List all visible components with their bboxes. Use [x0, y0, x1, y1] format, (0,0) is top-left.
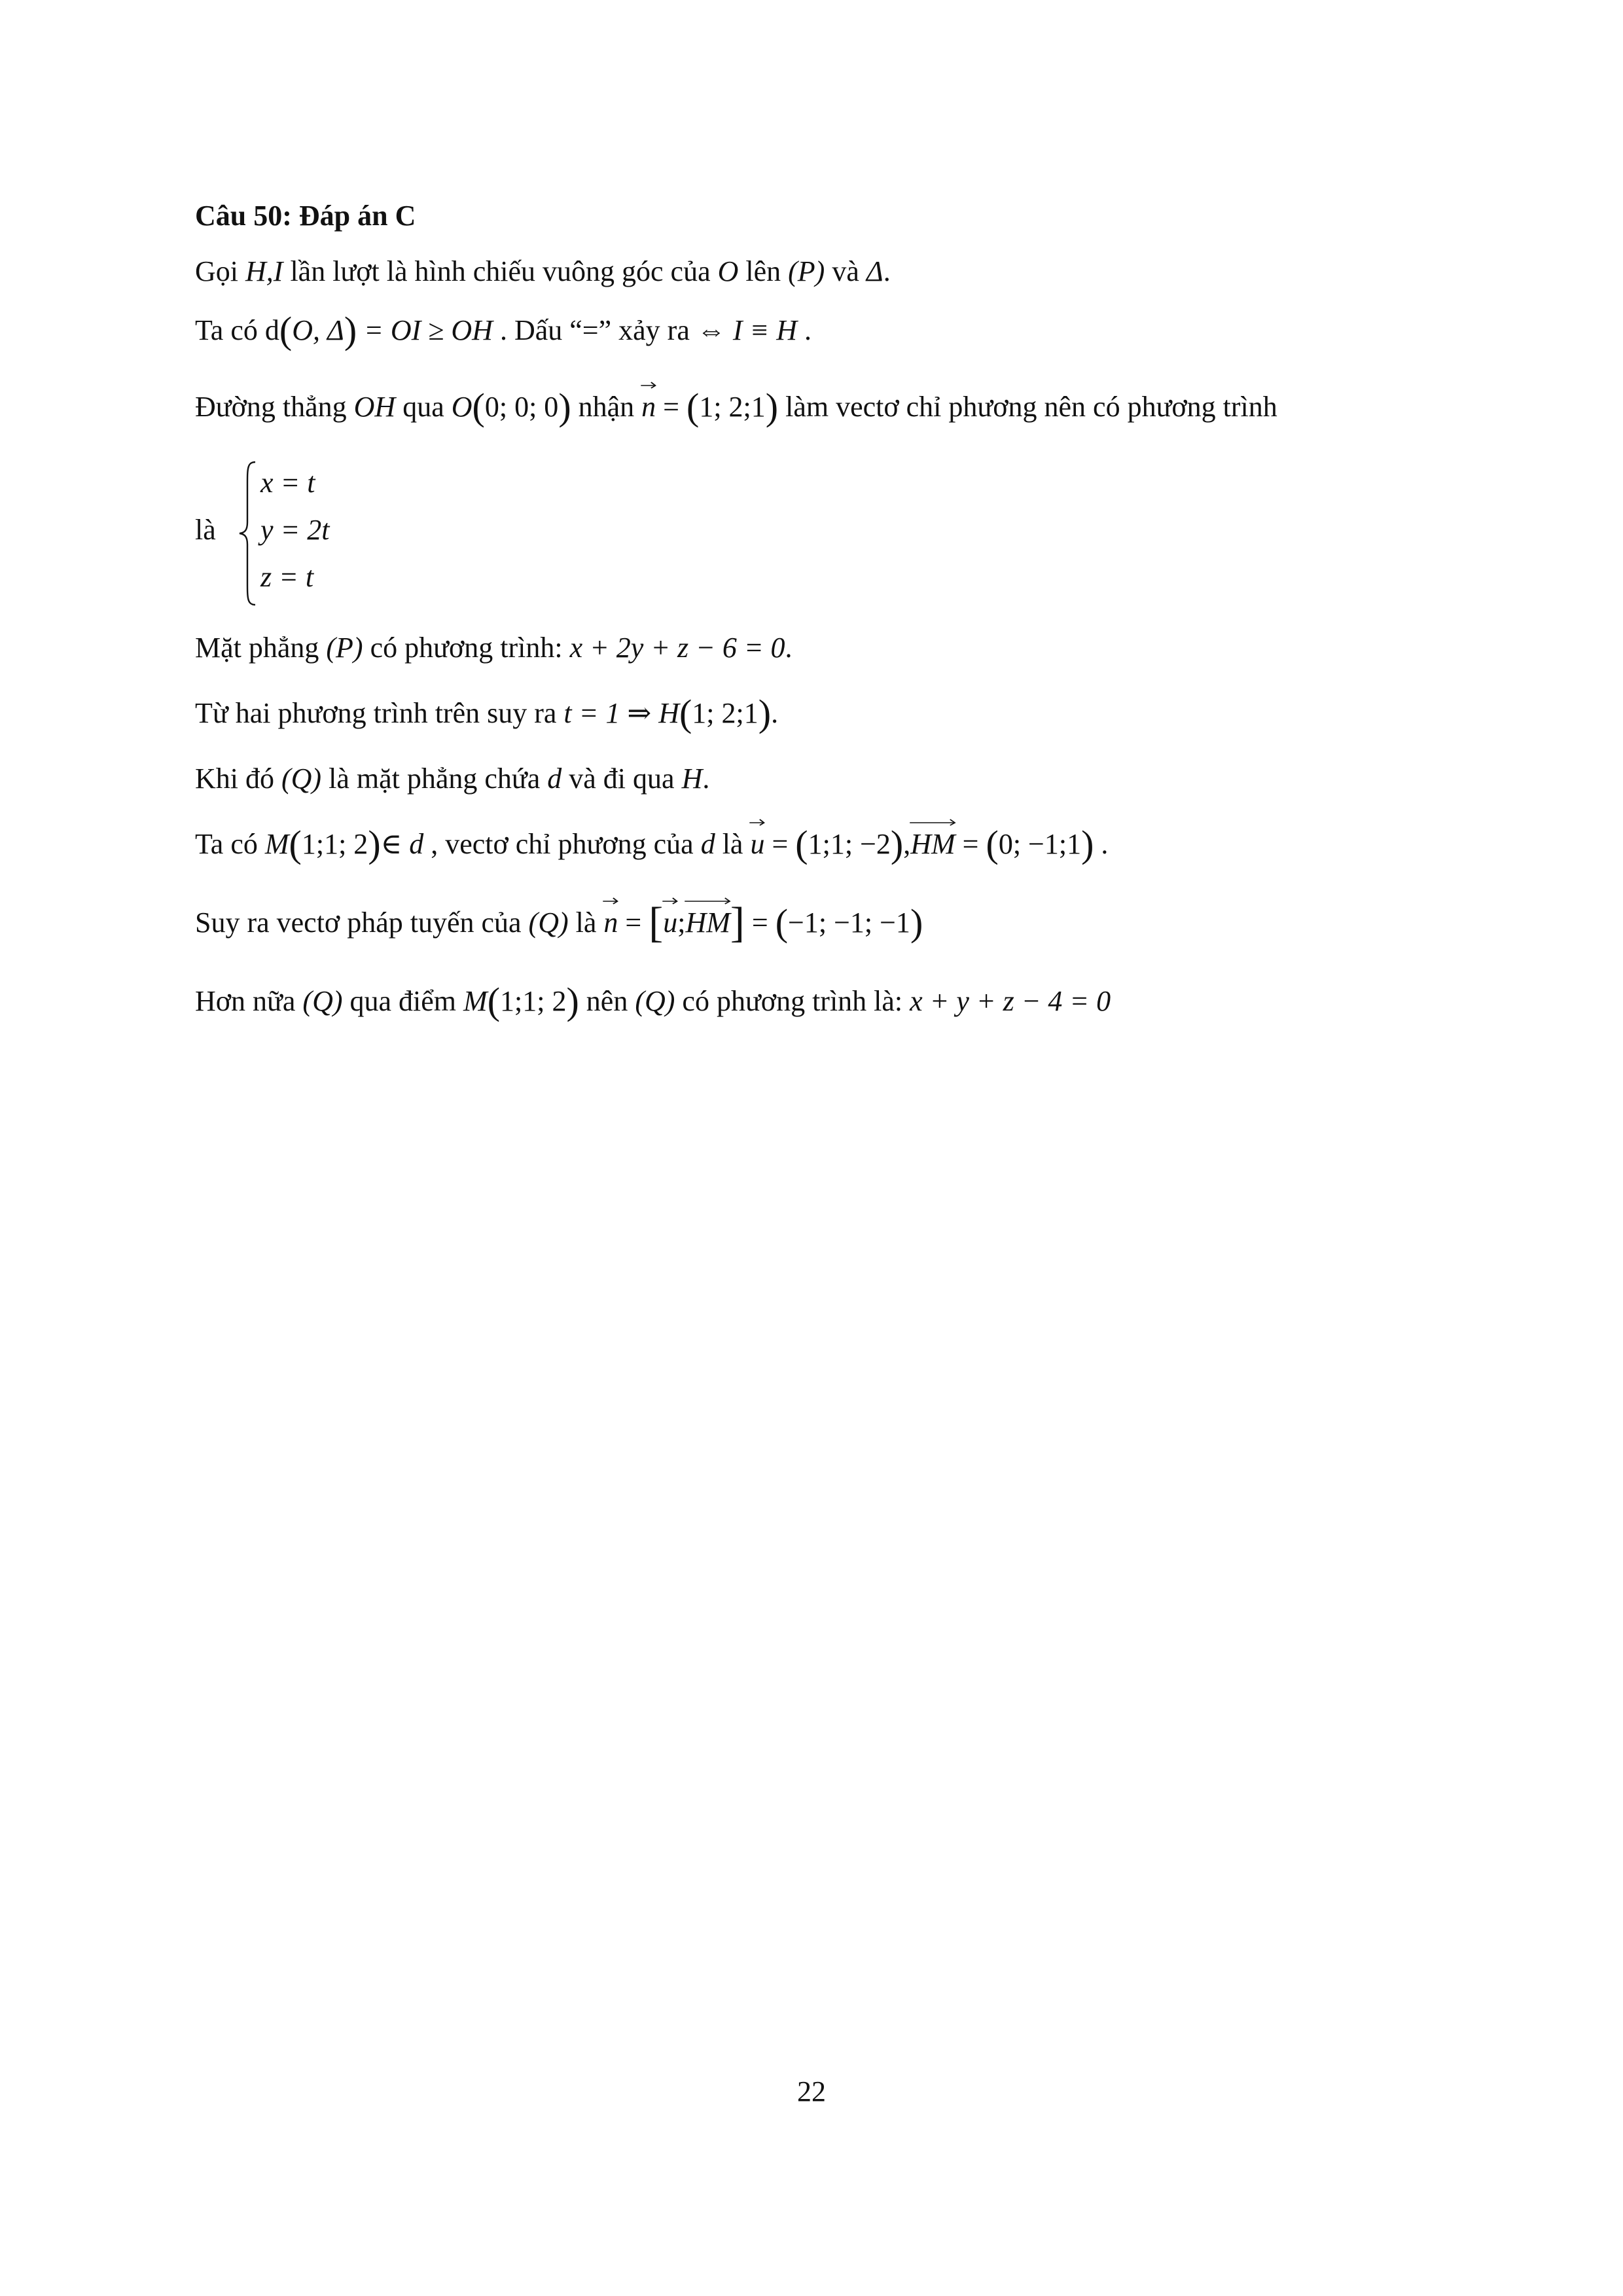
text: Đường thẳng: [195, 391, 354, 423]
text: , vectơ chỉ phương của: [423, 828, 701, 860]
text: =: [656, 391, 687, 423]
text: lên: [738, 255, 789, 287]
paragraph-line-4: [195, 628, 793, 668]
text: làm vectơ chỉ phương nên có phương trình: [778, 391, 1277, 423]
text: =: [744, 906, 776, 939]
vector-hm: [910, 825, 955, 864]
text: .: [785, 632, 793, 664]
math-symbol: H,I: [245, 255, 283, 287]
text: Mặt phẳng: [195, 632, 327, 664]
math-symbol: M: [463, 985, 488, 1017]
math-symbol: O: [717, 255, 739, 287]
text: =: [618, 906, 649, 939]
answer-heading: Câu 50: Đáp án C: [195, 200, 416, 232]
paren-open: (: [487, 980, 501, 1022]
math-expression: = OI ≥ OH: [357, 314, 493, 346]
text: có phương trình:: [363, 632, 570, 664]
paren-open: (: [679, 692, 692, 734]
text: ,: [903, 828, 911, 860]
paren-open: (: [279, 309, 293, 351]
text: .: [883, 255, 891, 287]
coordinates: 0; 0; 0: [484, 391, 559, 423]
paragraph-line-3: [195, 387, 1277, 427]
coordinates: 1;1; 2: [301, 828, 368, 860]
text: ;: [677, 906, 686, 939]
paren-open: (: [795, 823, 808, 865]
paren-close: ): [758, 692, 772, 734]
paragraph-line-5: [195, 694, 778, 733]
plane-equation: x + 2y + z − 6 = 0: [569, 632, 785, 664]
text: .: [771, 697, 779, 729]
paren-open: (: [687, 386, 700, 428]
text: .: [796, 314, 812, 346]
coordinates: 1;1; −2: [808, 828, 891, 860]
math-symbol: M: [264, 828, 289, 860]
text: có phương trình là:: [675, 985, 910, 1017]
paren-open: (: [472, 386, 485, 428]
left-brace-icon: [236, 458, 262, 609]
paragraph-line-6: [195, 759, 709, 798]
paragraph-line-9: [195, 982, 1111, 1021]
text: nhận: [571, 391, 642, 423]
vector-letter: HM: [910, 828, 955, 860]
vector-letter: u: [663, 906, 678, 939]
vector-arrow-icon: [662, 895, 679, 905]
vector-letter: u: [750, 828, 765, 860]
vector-arrow-icon: [684, 895, 731, 905]
text: Ta có d: [195, 314, 279, 346]
coordinates: 1; 2;1: [699, 391, 766, 423]
math-symbol: Δ: [866, 255, 883, 287]
paren-close: ): [558, 386, 571, 428]
text: và đi qua: [562, 762, 682, 795]
paren-close: ): [368, 823, 381, 865]
text: Suy ra vectơ pháp tuyến của: [195, 906, 529, 939]
plane-label: (Q): [528, 906, 569, 939]
text: Khi đó: [195, 762, 281, 795]
paren-open: (: [775, 901, 789, 944]
text: Từ hai phương trình trên suy ra: [195, 697, 564, 729]
math-symbol: OH: [353, 391, 396, 423]
paragraph-line-2: [195, 311, 812, 350]
text: và: [825, 255, 866, 287]
math-expression: ∈ d: [380, 828, 424, 860]
vector-letter: n: [603, 906, 618, 939]
paren-close: ): [344, 309, 357, 351]
plane-label: (P): [326, 632, 363, 664]
vector-arrow-icon: [749, 817, 766, 826]
vector-u: [663, 903, 677, 942]
math-symbol: d: [700, 828, 715, 860]
equation-x: x = t: [260, 467, 315, 499]
text: =: [764, 828, 796, 860]
equation-y: y = 2t: [260, 514, 330, 546]
math-symbol: O: [451, 391, 473, 423]
paragraph-line-7: [195, 825, 1108, 864]
vector-arrow-icon: [602, 895, 619, 905]
math-expression: O, Δ: [292, 314, 344, 346]
text: .: [1094, 828, 1109, 860]
text: Hơn nữa: [195, 985, 303, 1017]
paren-close: ): [1081, 823, 1094, 865]
vector-u: [750, 825, 764, 864]
paren-close: ): [910, 901, 923, 944]
paragraph-line-8: [195, 899, 923, 946]
coordinates: −1; −1; −1: [788, 906, 910, 939]
coordinates: 1;1; 2: [500, 985, 567, 1017]
text: .: [702, 762, 710, 795]
text: =: [955, 828, 986, 860]
paren-open: (: [986, 823, 999, 865]
page-number: 22: [797, 2075, 826, 2108]
coordinates: 1; 2;1: [692, 697, 758, 729]
text: nên: [579, 985, 635, 1017]
vector-letter: HM: [685, 906, 730, 939]
plane-label: (P): [788, 255, 825, 287]
vector-n: [603, 903, 618, 942]
text: là: [195, 514, 216, 546]
vector-arrow-icon: [640, 380, 657, 389]
paragraph-line-1: [195, 252, 891, 291]
text: . Dấu “=” xảy ra: [492, 314, 697, 346]
paren-close: ): [566, 980, 579, 1022]
text: là: [568, 906, 604, 939]
vector-hm: [685, 903, 730, 942]
vector-n: [641, 387, 656, 427]
vector-letter: n: [641, 391, 656, 423]
plane-label: (Q): [635, 985, 675, 1017]
text: qua: [395, 391, 452, 423]
text: lần lượt là hình chiếu vuông góc của: [283, 255, 718, 287]
text: là mặt phẳng chứa: [321, 762, 548, 795]
text: là: [715, 828, 751, 860]
plane-equation: x + y + z − 4 = 0: [910, 985, 1111, 1017]
math-expression: t = 1 ⇒ H: [563, 697, 679, 729]
coordinates: 0; −1;1: [998, 828, 1082, 860]
vector-arrow-icon: [909, 817, 956, 826]
plane-label: (Q): [281, 762, 322, 795]
text: Ta có: [195, 828, 265, 860]
bracket-close: ]: [730, 899, 745, 946]
text: Gọi: [195, 255, 245, 287]
paren-close: ): [890, 823, 904, 865]
math-symbol: d: [547, 762, 562, 795]
text: qua điểm: [342, 985, 464, 1017]
math-symbol: H: [681, 762, 703, 795]
plane-label: (Q): [302, 985, 343, 1017]
paren-open: (: [289, 823, 302, 865]
paren-close: ): [765, 386, 779, 428]
bracket-open: [: [649, 899, 664, 946]
math-expression: ⇔ I ≡ H: [696, 314, 797, 346]
equation-z: z = t: [260, 561, 314, 593]
